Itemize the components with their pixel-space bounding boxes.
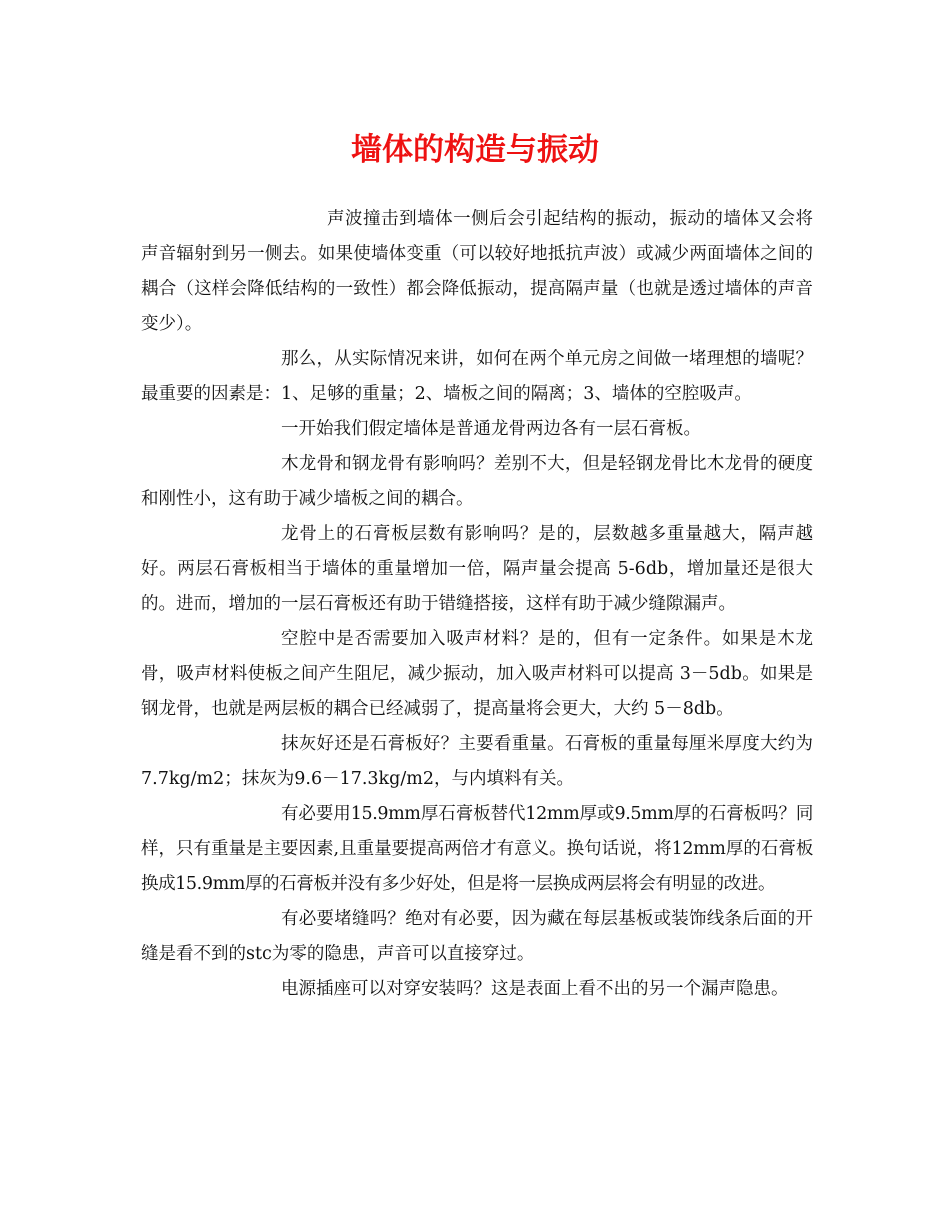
paragraph-cavity-absorption: 空腔中是否需要加入吸声材料？是的，但有一定条件。如果是木龙骨，吸声材料使板之间产生阻尼，减少振动，加入吸声材料可以提高 3－5db。如果是钢龙骨，也就是两层板的耦合已经减弱了，提高量将会更大，大约 5－8db。 [141, 629, 813, 719]
paragraph-board-layers: 龙骨上的石膏板层数有影响吗？是的，层数越多重量越大，隔声越好。两层石膏板相当于墙体的重量增加一倍，隔声量会提高 5-6db，增加量还是很大的。进而，增加的一层石膏板还有助于错缝搭接，这样有助于减少缝隙漏声。 [141, 524, 813, 614]
paragraph-plaster-vs-board: 抹灰好还是石膏板好？主要看重量。石膏板的重量每厘米厚度大约为7.7kg/m2；抹灰为9.6－17.3kg/m2，与内填料有关。 [141, 734, 813, 789]
paragraph-ideal-wall: 那么，从实际情况来讲，如何在两个单元房之间做一堵理想的墙呢？最重要的因素是：1、足够的重量；2、墙板之间的隔离；3、墙体的空腔吸声。 [141, 349, 813, 404]
paragraph-studs: 木龙骨和钢龙骨有影响吗？差别不大，但是轻钢龙骨比木龙骨的硬度和刚性小，这有助于减少墙板之间的耦合。 [141, 454, 813, 509]
document-body [141, 202, 813, 1007]
paragraph-sealing: 有必要堵缝吗？绝对有必要，因为藏在每层基板或装饰线条后面的开缝是看不到的stc为零的隐患，声音可以直接穿过。 [141, 909, 813, 964]
paragraph-intro: 声波撞击到墙体一侧后会引起结构的振动，振动的墙体又会将声音辐射到另一侧去。如果使墙体变重（可以较好地抵抗声波）或减少两面墙体之间的耦合（这样会降低结构的一致性）都会降低振动，提高隔声量（也就是透过墙体的声音变少）。 [141, 209, 813, 334]
document-title: 墙体的构造与振动 [351, 132, 599, 168]
paragraph-outlets: 电源插座可以对穿安装吗？这是表面上看不出的另一个漏声隐患。 [281, 979, 789, 999]
paragraph-assumption: 一开始我们假定墙体是普通龙骨两边各有一层石膏板。 [281, 419, 701, 439]
paragraph-board-thickness: 有必要用15.9mm厚石膏板替代12mm厚或9.5mm厚的石膏板吗？同样，只有重量是主要因素,且重量要提高两倍才有意义。换句话说，将12mm厚的石膏板换成15.9mm厚的石膏板并没有多少好处，但是将一层换成两层将会有明显的改进。 [141, 804, 813, 894]
